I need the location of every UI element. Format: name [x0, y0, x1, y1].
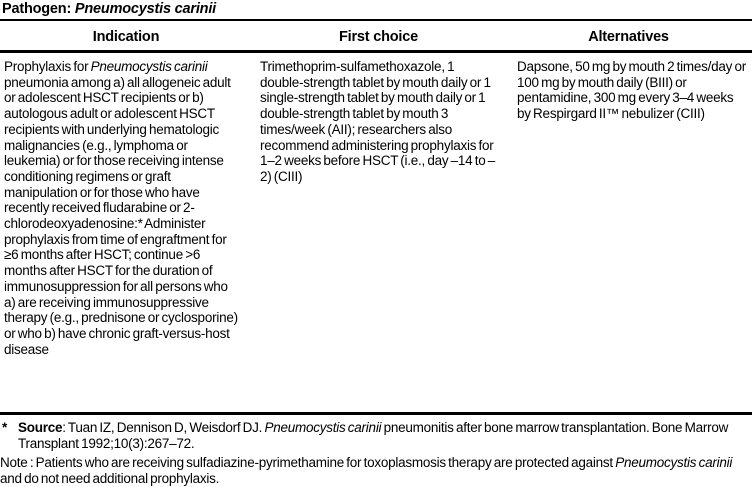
- source-organism: Pneumocystis carinii: [264, 420, 382, 435]
- source-footnote: [0, 420, 752, 452]
- indication-text-rest: pneumonia among a) all allogeneic adult or adolescent HSCT recipients or b) autologous adult or adolescent HSCT recipients with underlying hematologic malignancies (e.g., lymphoma or leukemia) or for those receiving intense conditioning regimens or graft manipulation or for those who have recently received fludarabine or 2-chlorodeoxyadenosine:* Administer prophylaxis from time of engraftment for ≥6 months after HSCT; continue >6 months after HSCT for the duration of immunosuppression for all persons who a) are receiving immunosuppressive therapy (e.g., prednisone or cyclosporine) or who b) have chronic graft-versus-host disease: [4, 74, 238, 357]
- pathogen-title-label: Pathogen:: [2, 1, 75, 17]
- table-header-row: [0, 21, 752, 53]
- footnote-asterisk: *: [2, 420, 8, 435]
- source-citation-rest: pneumonitis after bone marrow transplantation. Bone Marrow Transplant 1992;10(3):267–72.: [18, 420, 729, 451]
- source-label: Source: [18, 420, 63, 435]
- note-text-lead: Note : Patients who are receiving sulfadiazine-pyrimethamine for toxoplasmosis therapy are protected against: [0, 455, 616, 470]
- cell-alternatives: Dapsone, 50 mg by mouth 2 times/day or 100 mg by mouth daily (BIII) or pentamidine, 300 mg every 3–4 weeks by Respirgard II™ nebulizer (CIII): [517, 59, 746, 122]
- source-text: [18, 420, 752, 452]
- note-footnote: [0, 455, 752, 487]
- note-organism: Pneumocystis carinii: [615, 455, 733, 470]
- pathogen-title: [0, 0, 752, 21]
- pathogen-name: Pneumocystis carinii: [74, 1, 216, 17]
- cell-first-choice: Trimethoprim-sulfamethoxazole, 1 double-strength tablet by mouth daily or 1 single-strength tablet by mouth daily or 1 double-strength tablet by mouth 3 times/week (AII); researchers also recommend administering prophylaxis for 1–2 weeks before HSCT (i.e., day –14 to –2) (CIII): [260, 59, 496, 184]
- indication-text-lead: Prophylaxis for: [4, 59, 91, 74]
- column-header-alternatives: Alternatives: [588, 29, 669, 45]
- cell-indication: [0, 59, 252, 412]
- source-citation: : Tuan IZ, Dennison D, Weisdorf DJ.: [62, 420, 265, 435]
- note-text-rest: and do not need additional prophylaxis.: [0, 471, 220, 486]
- column-header-indication: Indication: [92, 29, 160, 45]
- indication-organism: Pneumocystis carinii: [90, 59, 208, 74]
- table-row: [0, 53, 752, 415]
- column-header-first-choice: First choice: [339, 29, 418, 45]
- footnotes: [0, 415, 752, 487]
